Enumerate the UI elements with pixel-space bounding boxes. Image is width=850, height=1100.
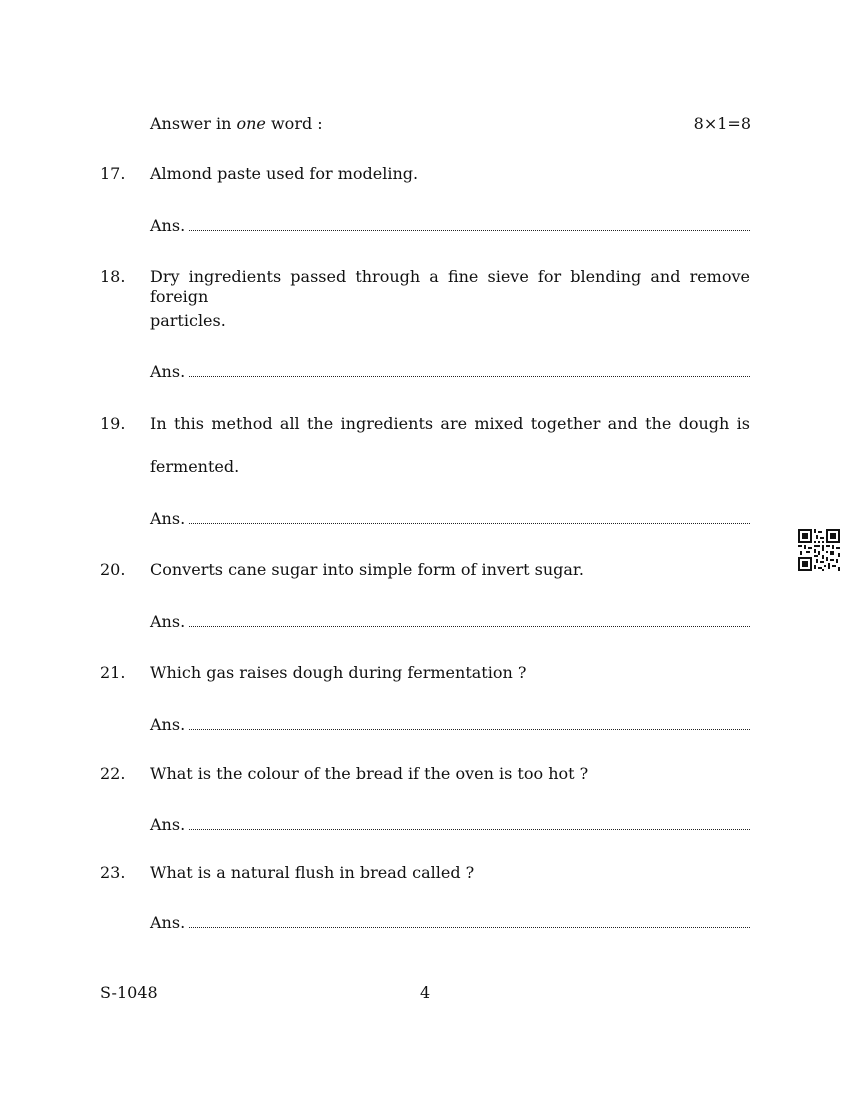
answer-line[interactable] [150,612,750,632]
answer-label: Ans. [150,815,186,834]
question-text-line1: Dry ingredients passed through a fine sieve for blending and remove foreign [150,267,750,306]
question-text: Which gas raises dough during fermentation ? [150,663,527,682]
section-instruction [150,114,323,134]
question-text-line1: In this method all the ingredients are mixed together and the dough is [150,414,750,433]
question-text-line2: fermented. [150,457,240,476]
question-text: What is a natural flush in bread called ? [150,863,475,882]
question-number: 22. [100,764,126,783]
question-number: 23. [100,863,126,882]
paper-code: S-1048 [100,983,158,1002]
qr-code-icon [798,529,840,571]
question-text: Almond paste used for modeling. [150,164,419,183]
answer-line[interactable] [150,362,750,382]
answer-label: Ans. [150,612,186,631]
answer-line[interactable] [150,815,750,835]
question-text-line2: particles. [150,311,226,330]
question-number: 20. [100,560,126,579]
question-number: 19. [100,414,126,433]
answer-blank[interactable] [189,509,750,524]
question-text: What is the colour of the bread if the oven is too hot ? [150,764,589,783]
question-number: 17. [100,164,126,183]
question-number: 21. [100,663,126,682]
answer-blank[interactable] [189,612,750,627]
answer-blank[interactable] [189,913,750,928]
answer-label: Ans. [150,913,186,932]
marks-allocation: 8×1=8 [693,114,751,133]
question-text: Converts cane sugar into simple form of invert sugar. [150,560,584,579]
answer-blank[interactable] [189,362,750,377]
answer-line[interactable] [150,509,750,529]
answer-blank[interactable] [189,815,750,830]
answer-line[interactable] [150,715,750,735]
instruction-pre: Answer in [150,114,232,133]
answer-label: Ans. [150,216,186,235]
answer-label: Ans. [150,362,186,381]
answer-label: Ans. [150,509,186,528]
question-number: 18. [100,267,126,286]
answer-label: Ans. [150,715,186,734]
page-number: 4 [420,983,431,1002]
answer-line[interactable] [150,913,750,933]
instruction-post: word : [270,114,323,133]
answer-blank[interactable] [189,715,750,730]
answer-line[interactable] [150,216,750,236]
answer-blank[interactable] [189,216,750,231]
instruction-emphasis: one [236,114,266,133]
